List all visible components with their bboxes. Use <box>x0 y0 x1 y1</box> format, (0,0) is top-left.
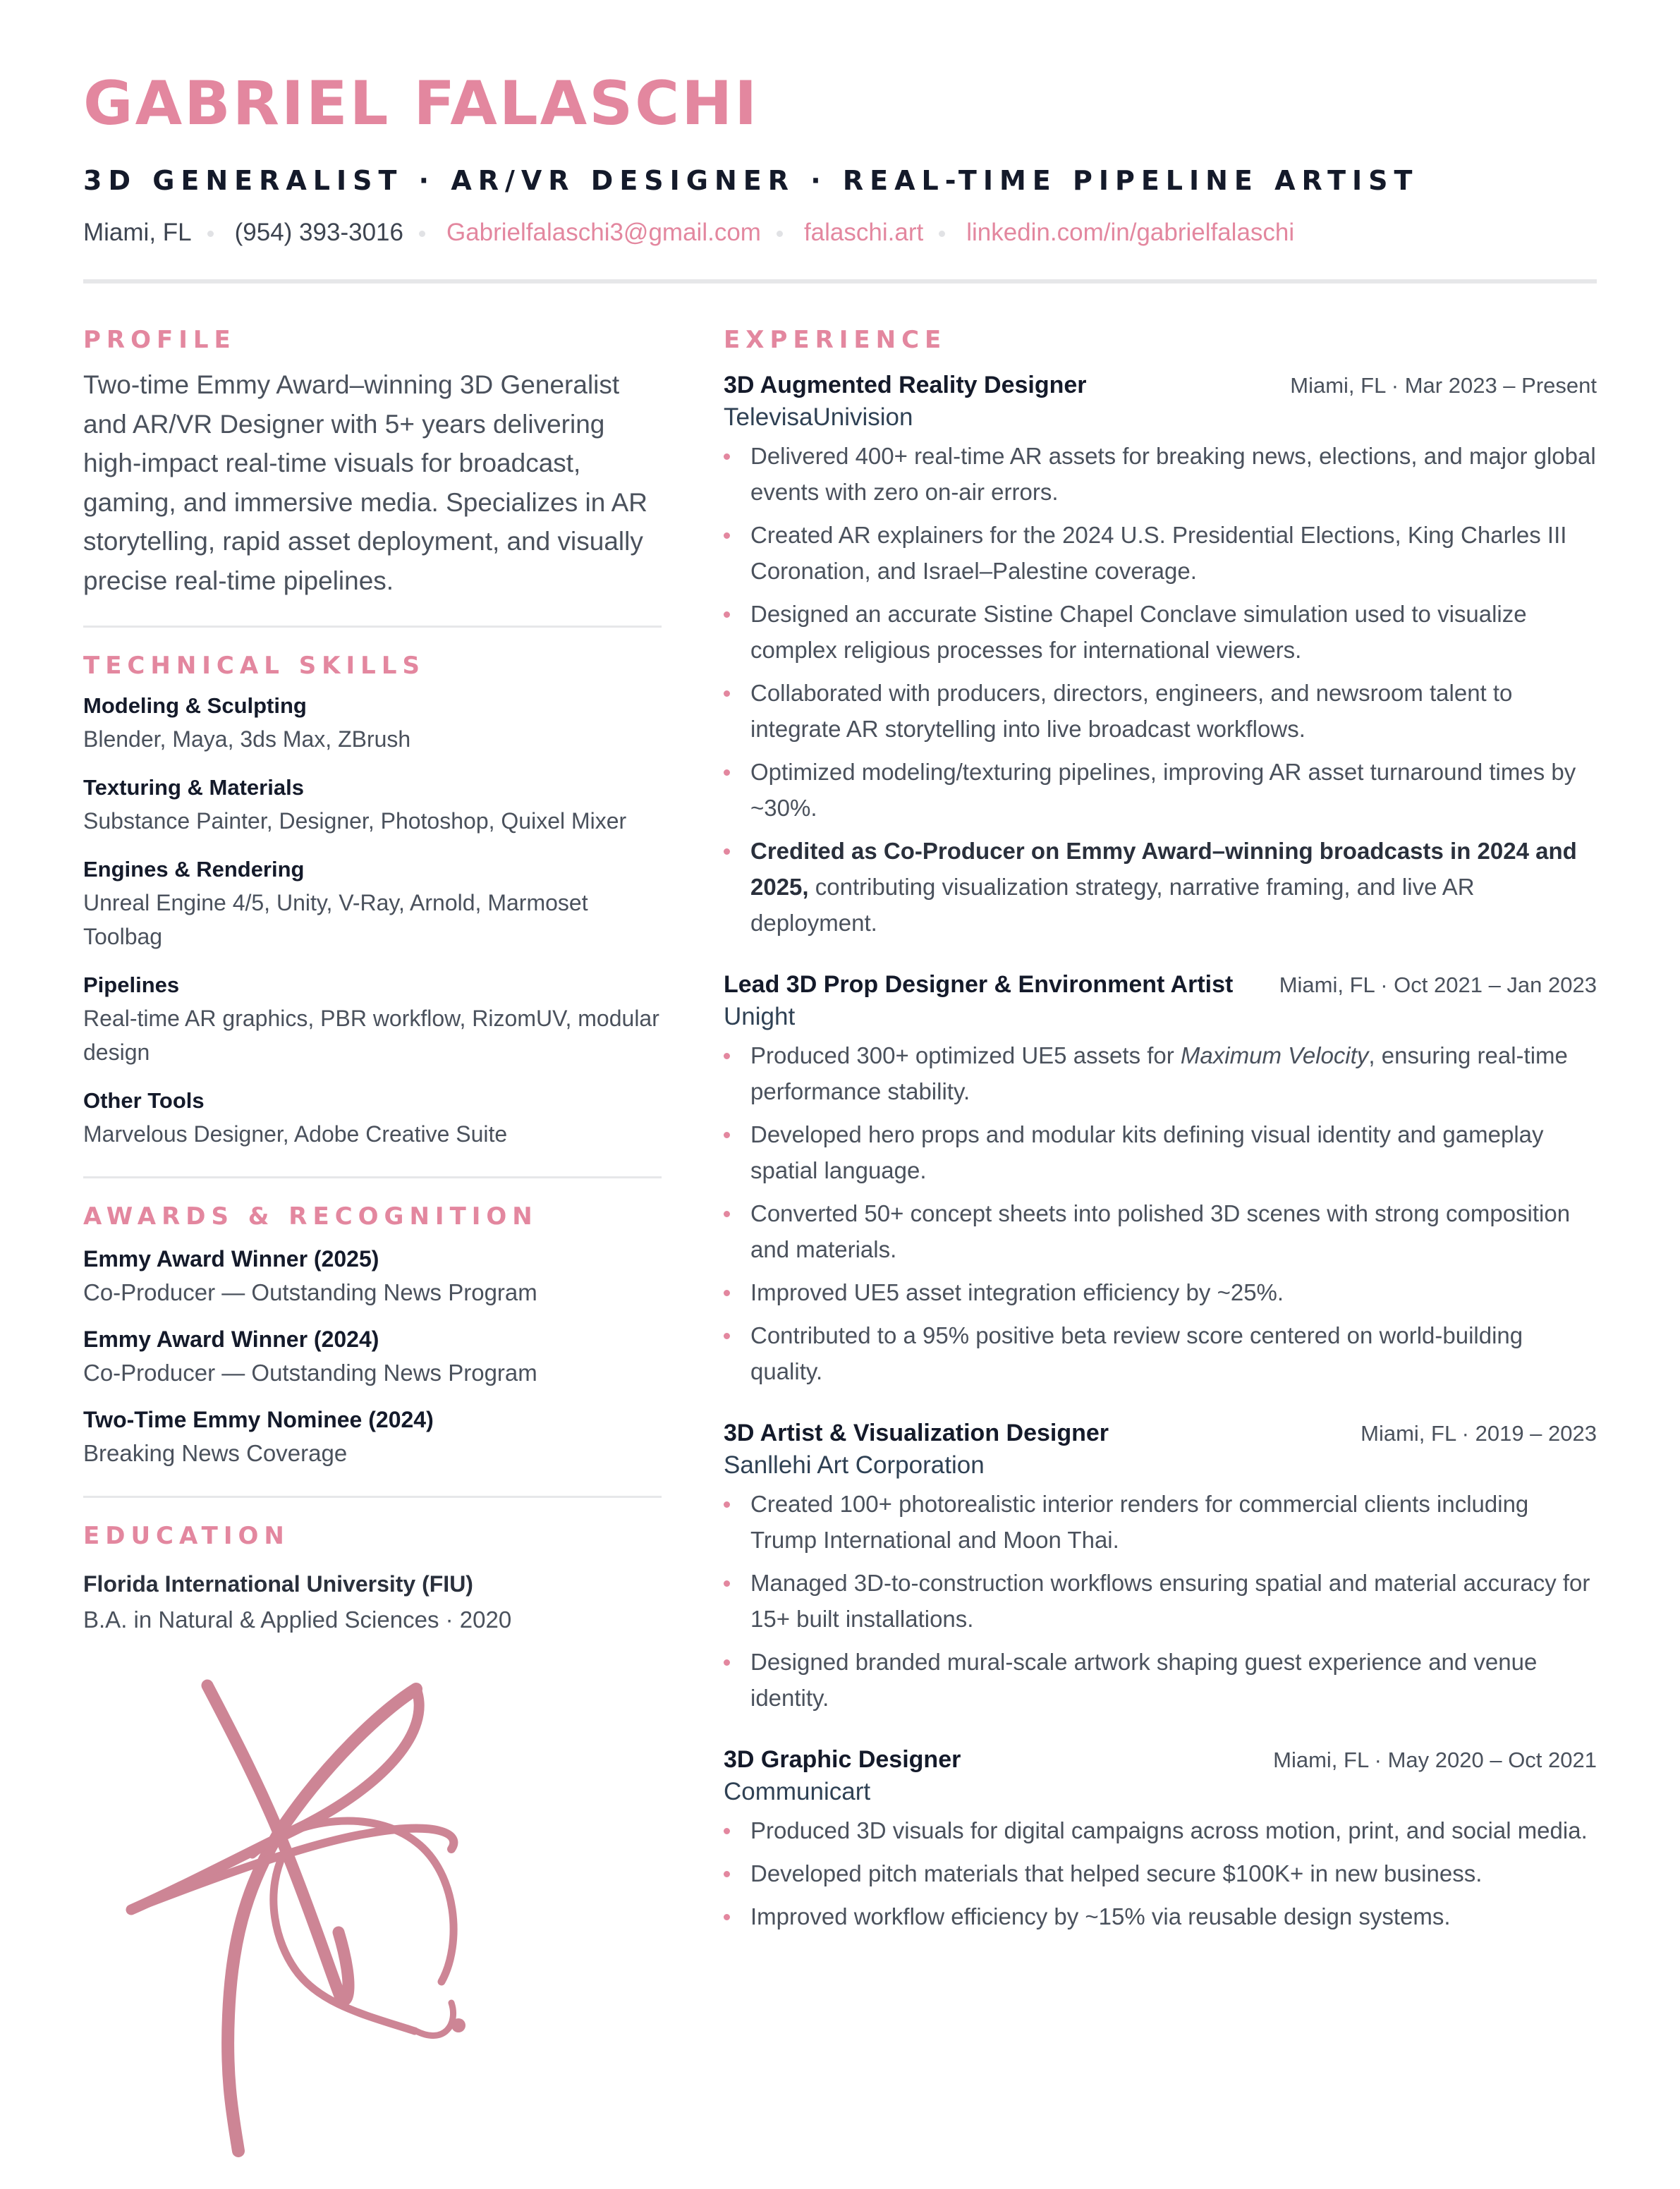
job-company: Communicart <box>724 1778 871 1805</box>
bullet-item <box>724 1195 1597 1267</box>
job-header <box>724 1417 1597 1449</box>
bullet-dot <box>724 611 730 618</box>
job-bullets <box>724 1037 1597 1389</box>
bullet-text: Created AR explainers for the 2024 U.S. Presidential Elections, King Charles III Coronation, and Israel–Palestine coverage. <box>750 522 1567 584</box>
job-entry <box>724 1744 1597 1934</box>
job-title: 3D Artist & Visualization Designer <box>724 1420 1109 1446</box>
job-header <box>724 969 1597 1001</box>
education-school: Florida International University (FIU) <box>83 1571 473 1597</box>
job-company: Sanllehi Art Corporation <box>724 1451 985 1479</box>
skill-label: Modeling & Sculpting <box>83 693 307 718</box>
award-title: Emmy Award Winner (2025) <box>83 1246 379 1272</box>
section-title: EXPERIENCE <box>724 326 947 354</box>
header-divider <box>83 279 1597 283</box>
section-title: EDUCATION <box>83 1522 290 1550</box>
bullet-item <box>724 596 1597 668</box>
bullet-text: Created 100+ photorealistic interior renders for commercial clients including Trump International and Moon Thai. <box>750 1491 1529 1553</box>
section-divider <box>83 626 662 628</box>
bullet-item <box>724 1898 1597 1934</box>
job-location-dates: Miami, FL · Oct 2021 – Jan 2023 <box>1279 972 1597 997</box>
job-location-dates: Miami, FL · 2019 – 2023 <box>1361 1421 1597 1446</box>
job-bullets <box>724 438 1597 941</box>
separator-dot <box>939 231 945 237</box>
awards-list <box>83 1242 662 1470</box>
skill-group <box>83 772 662 838</box>
bullet-dot <box>724 1132 730 1138</box>
job-title: 3D Augmented Reality Designer <box>724 372 1087 398</box>
education-entry <box>83 1567 662 1638</box>
section-title: TECHNICAL SKILLS <box>83 652 425 680</box>
bullet-text: Produced 300+ optimized UE5 assets for <box>750 1042 1181 1068</box>
separator-dot <box>207 231 214 237</box>
bullet-dot <box>724 1580 730 1587</box>
skill-label: Texturing & Materials <box>83 775 304 800</box>
bullet-item <box>724 1274 1597 1310</box>
awards-section <box>83 1201 662 1470</box>
bullet-text: , ensuring real-time performance stability. <box>750 1042 1568 1104</box>
skill-group <box>83 969 662 1069</box>
bullet-text: Improved workflow efficiency by ~15% via reusable design systems. <box>750 1903 1451 1929</box>
bullet-item <box>724 754 1597 826</box>
bullet-item <box>724 1855 1597 1891</box>
bullet-dot <box>724 1211 730 1217</box>
bullet-item <box>724 1037 1597 1109</box>
skill-group <box>83 1085 662 1151</box>
education-degree: B.A. in Natural & Applied Sciences · 2020 <box>83 1606 512 1633</box>
section-divider <box>83 1176 662 1178</box>
bullet-dot <box>724 1871 730 1877</box>
job-header <box>724 370 1597 401</box>
bullet-item <box>724 833 1597 941</box>
skill-label: Other Tools <box>83 1088 205 1113</box>
job-title: Lead 3D Prop Designer & Environment Artist <box>724 971 1234 998</box>
bullet-item <box>724 438 1597 510</box>
bullet-dot <box>724 1333 730 1339</box>
right-column <box>724 324 1597 1963</box>
experience-section <box>724 324 1597 1934</box>
award-title: Two-Time Emmy Nominee (2024) <box>83 1407 434 1432</box>
bullet-dot <box>724 1828 730 1834</box>
signature-image <box>120 1664 571 2158</box>
bullet-dot <box>724 1290 730 1296</box>
skill-values: Blender, Maya, 3ds Max, ZBrush <box>83 726 411 752</box>
job-location-dates: Miami, FL · May 2020 – Oct 2021 <box>1273 1748 1597 1772</box>
skill-label: Engines & Rendering <box>83 857 305 882</box>
job-entry <box>724 969 1597 1389</box>
award-description: Breaking News Coverage <box>83 1440 348 1466</box>
profile-summary: Two-time Emmy Award–winning 3D Generalist and AR/VR Designer with 5+ years delivering high-impact real-time visuals for broadcast, gaming, and immersive media. Specializes in AR storytelling, rapid asset deployment, and visually precise real-time pipelines. <box>83 370 647 595</box>
bullet-item <box>724 1486 1597 1558</box>
contact-location: Miami, FL <box>83 219 192 246</box>
contact-linkedin-link[interactable]: linkedin.com/in/gabrielfalaschi <box>966 219 1295 246</box>
bullet-text: Designed branded mural-scale artwork shaping guest experience and venue identity. <box>750 1649 1538 1711</box>
contact-bar <box>83 217 1597 248</box>
bullet-item <box>724 1317 1597 1389</box>
job-title: 3D Graphic Designer <box>724 1746 961 1773</box>
section-title: AWARDS & RECOGNITION <box>83 1202 538 1231</box>
skill-group <box>83 853 662 953</box>
bullet-item <box>724 517 1597 589</box>
bullet-item <box>724 1812 1597 1848</box>
bullet-text: Delivered 400+ real-time AR assets for breaking news, elections, and major global events with zero on-air errors. <box>750 443 1596 505</box>
bullet-dot <box>724 1501 730 1508</box>
bullet-text: Improved UE5 asset integration efficiency by ~25%. <box>750 1279 1284 1305</box>
skill-group <box>83 690 662 756</box>
bullet-item <box>724 1565 1597 1637</box>
award-description: Co-Producer — Outstanding News Program <box>83 1279 537 1305</box>
skill-values: Marvelous Designer, Adobe Creative Suite <box>83 1121 508 1147</box>
bullet-dot <box>724 1053 730 1059</box>
candidate-tagline: 3D GENERALIST · AR/VR DESIGNER · REAL-TIME PIPELINE ARTIST <box>83 165 1419 196</box>
bullet-dot <box>724 769 730 776</box>
award-entry <box>83 1403 662 1470</box>
bullet-text: Developed pitch materials that helped secure $100K+ in new business. <box>750 1860 1483 1886</box>
bullet-text: Produced 3D visuals for digital campaigns across motion, print, and social media. <box>750 1817 1588 1843</box>
bullet-text: Contributed to a 95% positive beta review score centered on world-building quality. <box>750 1322 1523 1384</box>
award-entry <box>83 1322 662 1390</box>
bullet-dot <box>724 690 730 697</box>
skill-values: Substance Painter, Designer, Photoshop, Quixel Mixer <box>83 808 627 834</box>
bullet-dot <box>724 532 730 539</box>
skill-values: Real-time AR graphics, PBR workflow, RizomUV, modular design <box>83 1006 659 1065</box>
bullet-dot <box>724 848 730 855</box>
contact-phone[interactable]: (954) 393-3016 <box>234 219 403 246</box>
bullet-text: Managed 3D-to-construction workflows ensuring spatial and material accuracy for 15+ built installations. <box>750 1570 1590 1632</box>
job-entry <box>724 1417 1597 1716</box>
bullet-dot <box>724 453 730 460</box>
bullet-text: Developed hero props and modular kits defining visual identity and gameplay spatial language. <box>750 1121 1544 1183</box>
job-header <box>724 1744 1597 1776</box>
bullet-item <box>724 1644 1597 1716</box>
bullet-item <box>724 675 1597 747</box>
bullet-italic-text: Maximum Velocity <box>1180 1042 1369 1068</box>
skills-list <box>83 690 662 1151</box>
award-title: Emmy Award Winner (2024) <box>83 1327 379 1352</box>
job-location-dates: Miami, FL · Mar 2023 – Present <box>1290 373 1597 398</box>
bullet-text: Designed an accurate Sistine Chapel Conclave simulation used to visualize complex religious processes for international viewers. <box>750 601 1527 663</box>
bullet-text: contributing visualization strategy, narrative framing, and live AR deployment. <box>750 874 1475 936</box>
job-entry <box>724 370 1597 941</box>
award-entry <box>83 1242 662 1310</box>
profile-section <box>83 324 662 600</box>
job-company: TelevisaUnivision <box>724 403 913 431</box>
award-description: Co-Producer — Outstanding News Program <box>83 1360 537 1386</box>
separator-dot <box>777 231 783 237</box>
bullet-item <box>724 1116 1597 1188</box>
skills-section <box>83 650 662 1151</box>
candidate-name: GABRIEL FALASCHI <box>83 68 760 139</box>
education-section <box>83 1520 662 1638</box>
job-company: Unight <box>724 1003 796 1030</box>
contact-website-link[interactable]: falaschi.art <box>803 219 924 246</box>
bullet-bold-text: Credited as Co-Producer on Emmy Award–winning broadcasts in 2024 and 2025, <box>750 838 1577 900</box>
bullet-text: Collaborated with producers, directors, engineers, and newsroom talent to integrate AR storytelling into live broadcast workflows. <box>750 680 1513 742</box>
skill-values: Unreal Engine 4/5, Unity, V-Ray, Arnold, Marmoset Toolbag <box>83 890 588 949</box>
experience-list <box>724 370 1597 1934</box>
job-bullets <box>724 1812 1597 1934</box>
separator-dot <box>419 231 425 237</box>
section-title: PROFILE <box>83 326 236 354</box>
skill-label: Pipelines <box>83 972 180 997</box>
bullet-text: Optimized modeling/texturing pipelines, improving AR asset turnaround times by ~30%. <box>750 759 1576 821</box>
contact-email-link[interactable]: Gabrielfalaschi3@gmail.com <box>446 219 761 246</box>
bullet-text: Converted 50+ concept sheets into polished 3D scenes with strong composition and materials. <box>750 1200 1571 1262</box>
section-divider <box>83 1496 662 1498</box>
job-bullets <box>724 1486 1597 1716</box>
bullet-dot <box>724 1914 730 1920</box>
bullet-dot <box>724 1659 730 1666</box>
